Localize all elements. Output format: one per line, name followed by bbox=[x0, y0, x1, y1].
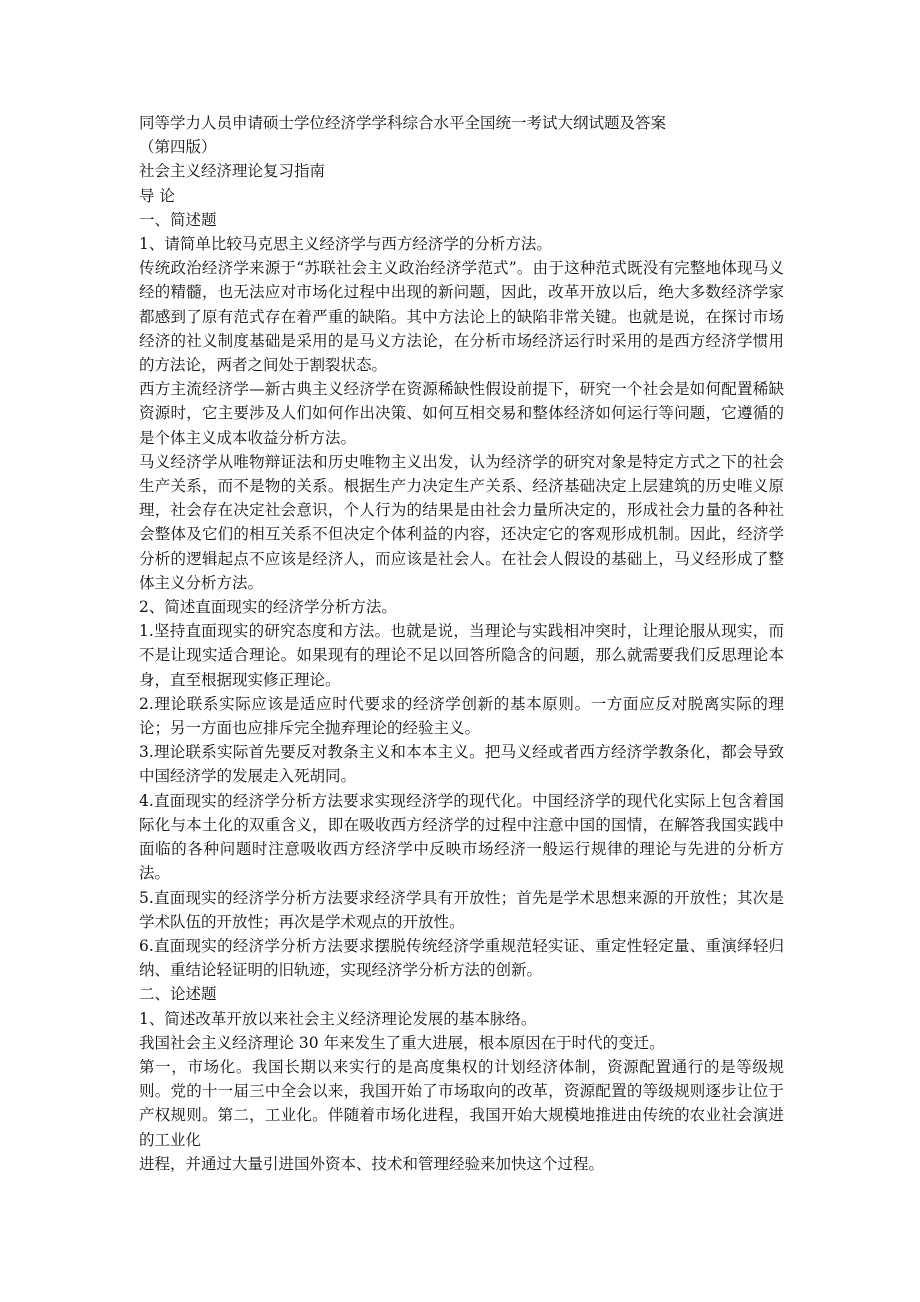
paragraph: 西方主流经济学—新古典主义经济学在资源稀缺性假设前提下，研究一个社会是如何配置稀缺资源时，它主要涉及人们如何作出决策、如何互相交易和整体经济如何运行等问题，它遵循的是个体主义成本收益分析方法。 bbox=[139, 380, 784, 447]
paragraph: 进程，并通过大量引进国外资本、技术和管理经验来加快这个过程。 bbox=[139, 1154, 605, 1173]
document-title: 同等学力人员申请硕士学位经济学学科综合水平全国统一考试大纲试题及答案 bbox=[139, 114, 667, 132]
paragraph: 第一，市场化。我国长期以来实行的是高度集权的计划经济体制，资源配置通行的是等级规则。党的十一届三中全会以来，我国开始了市场取向的改革，资源配置的等级规则逐步让位于产权规则。第二，工业化。伴随着市场化进程，我国开始大规模地推进由传统的农业社会演进的工业化 bbox=[139, 1057, 784, 1149]
question-2: 2、简述直面现实的经济学分析方法。 bbox=[139, 598, 397, 617]
chapter-heading: 导 论 bbox=[139, 186, 175, 205]
section-heading-short-answer: 一、简述题 bbox=[139, 210, 217, 229]
section-heading-essay: 二、论述题 bbox=[139, 985, 217, 1004]
paragraph: 4.直面现实的经济学分析方法要求实现经济学的现代化。中国经济学的现代化实际上包含着国际化与本土化的双重含义，即在吸收西方经济学的过程中注意中国的国情，在解答我国实践中面临的各种问题时注意吸收西方经济学中反映市场经济一般运行规律的理论与先进的分析方法。 bbox=[139, 791, 784, 883]
edition-label: （第四版） bbox=[139, 138, 217, 157]
question-essay-1: 1、简述改革开放以来社会主义经济理论发展的基本脉络。 bbox=[139, 1009, 537, 1028]
paragraph: 传统政治经济学来源于“苏联社会主义政治经济学范式”。由于这种范式既没有完整地体现马义经的精髓，也无法应对市场化过程中出现的新问题，因此，改革开放以后，绝大多数经济学家都感到了原有范式存在着严重的缺陷。其中方法论上的缺陷非常关键。也就是说，在探讨市场经济的社义制度基础是采用的是马义方法论，在分析市场经济运行时采用的是西方经济学惯用的方法论，两者之间处于割裂状态。 bbox=[139, 259, 784, 375]
paragraph: 5.直面现实的经济学分析方法要求经济学具有开放性；首先是学术思想来源的开放性；其次是学术队伍的开放性；再次是学术观点的开放性。 bbox=[139, 888, 784, 931]
paragraph: 2.理论联系实际应该是适应时代要求的经济学创新的基本原则。一方面应反对脱离实际的理论；另一方面也应排斥完全抛弃理论的经验主义。 bbox=[139, 694, 784, 738]
paragraph: 马义经济学从唯物辩证法和历史唯物主义出发，认为经济学的研究对象是特定方式之下的社会生产关系，而不是物的关系。根据生产力决定生产关系、经济基础决定上层建筑的历史唯义原理，社会存在决定社会意识，个人行为的结果是由社会力量所决定的，形成社会力量的各种社会整体及它们的相互关系不但决定个体利益的内容，还决定它的客观形成机制。因此，经济学分析的逻辑起点不应该是经济人，而应该是社会人。在社会人假设的基础上，马义经形成了整体主义分析方法。 bbox=[139, 452, 784, 592]
subtitle: 社会主义经济理论复习指南 bbox=[139, 162, 326, 181]
question-1: 1、请简单比较马克思主义经济学与西方经济学的分析方法。 bbox=[139, 235, 552, 254]
document-page bbox=[139, 111, 784, 1176]
paragraph: 1.坚持直面现实的研究态度和方法。也就是说，当理论与实践相冲突时，让理论服从现实，而不是让现实适合理论。如果现有的理论不足以回答所隐含的问题，那么就需要我们反思理论本身，直至根据现实修正理论。 bbox=[139, 622, 784, 689]
paragraph: 我国社会主义经济理论 30 年来发生了重大进展，根本原因在于时代的变迁。 bbox=[139, 1033, 665, 1052]
paragraph: 6.直面现实的经济学分析方法要求摆脱传统经济学重规范轻实证、重定性轻定量、重演绎轻归纳、重结论轻证明的旧轨迹，实现经济学分析方法的创新。 bbox=[139, 936, 784, 980]
paragraph: 3.理论联系实际首先要反对教条主义和本本主义。把马义经或者西方经济学教条化，都会导致中国经济学的发展走入死胡同。 bbox=[139, 743, 784, 786]
